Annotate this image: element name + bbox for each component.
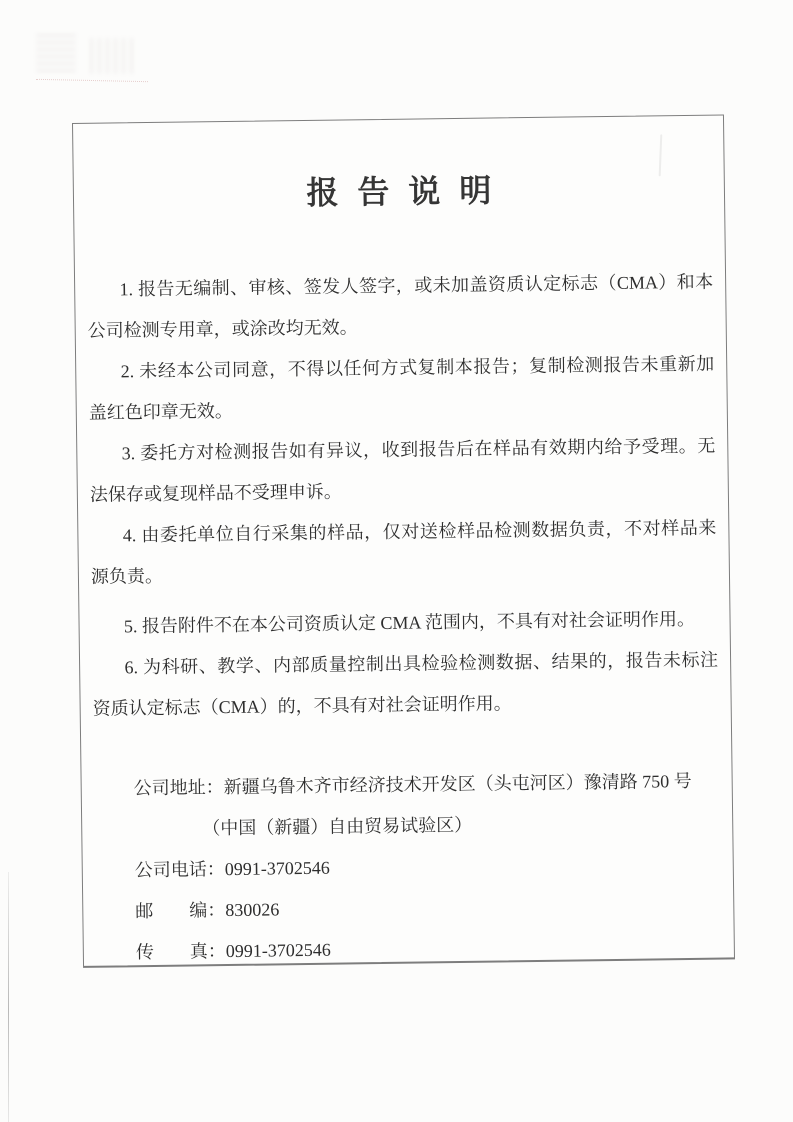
- scan-ghost-blob: [90, 38, 136, 74]
- address-value: 新疆乌鲁木齐市经济技术开发区（头屯河区）豫清路 750 号: [223, 770, 692, 798]
- contact-fax-row: [136, 925, 722, 974]
- contact-address-line2: （中国（新疆）自由贸易试验区）: [202, 814, 473, 839]
- postcode-value: 830026: [225, 899, 280, 921]
- note-paragraph-5: 5. 报告附件不在本公司资质认定 CMA 范围内，不具有对社会证明作用。: [123, 608, 696, 637]
- page-title: 报告说明: [306, 172, 511, 211]
- colon: ：: [206, 859, 225, 880]
- notes-list: [87, 262, 719, 730]
- note-paragraph-3: 3. 委托方对检测报告如有异议，收到报告后在样品有效期内给予受理。无法保存或复现样品不受理申诉。: [89, 435, 716, 505]
- note-paragraph-4: 4. 由委托单位自行采集的样品，仅对送检样品检测数据负责，不对样品来源负责。: [90, 517, 717, 587]
- contact-block: [93, 761, 722, 974]
- phone-value: 0991-3702546: [224, 857, 330, 880]
- phone-label: 公司电话: [134, 859, 207, 881]
- colon: ：: [207, 941, 226, 962]
- note-paragraph-6: 6. 为科研、教学、内部质量控制出具检验检测数据、结果的，报告未标注资质认定标志（CMA）的，不具有对社会证明作用。: [92, 649, 719, 719]
- scan-red-trace-artifact: [36, 79, 148, 82]
- note-paragraph-1: 1. 报告无编制、审核、签发人签字，或未加盖资质认定标志（CMA）和本公司检测专用章，或涂改均无效。: [87, 271, 714, 341]
- postcode-label: 邮编: [135, 900, 208, 922]
- scan-ghost-stamp-artifact: [32, 26, 150, 82]
- colon: ：: [207, 900, 226, 921]
- report-notes-box: [72, 114, 735, 967]
- fax-label: 传真: [135, 941, 208, 963]
- fax-value: 0991-3702546: [225, 939, 331, 962]
- scan-ghost-blob: [36, 34, 76, 72]
- address-label: 公司地址: [133, 777, 206, 799]
- note-paragraph-2: 2. 未经本公司同意，不得以任何方式复制本报告；复制检测报告未重新加盖红色印章无效。: [88, 353, 715, 423]
- colon: ：: [205, 777, 224, 798]
- scan-edge-line-artifact: [8, 872, 9, 1122]
- contact-address-row: [133, 761, 719, 810]
